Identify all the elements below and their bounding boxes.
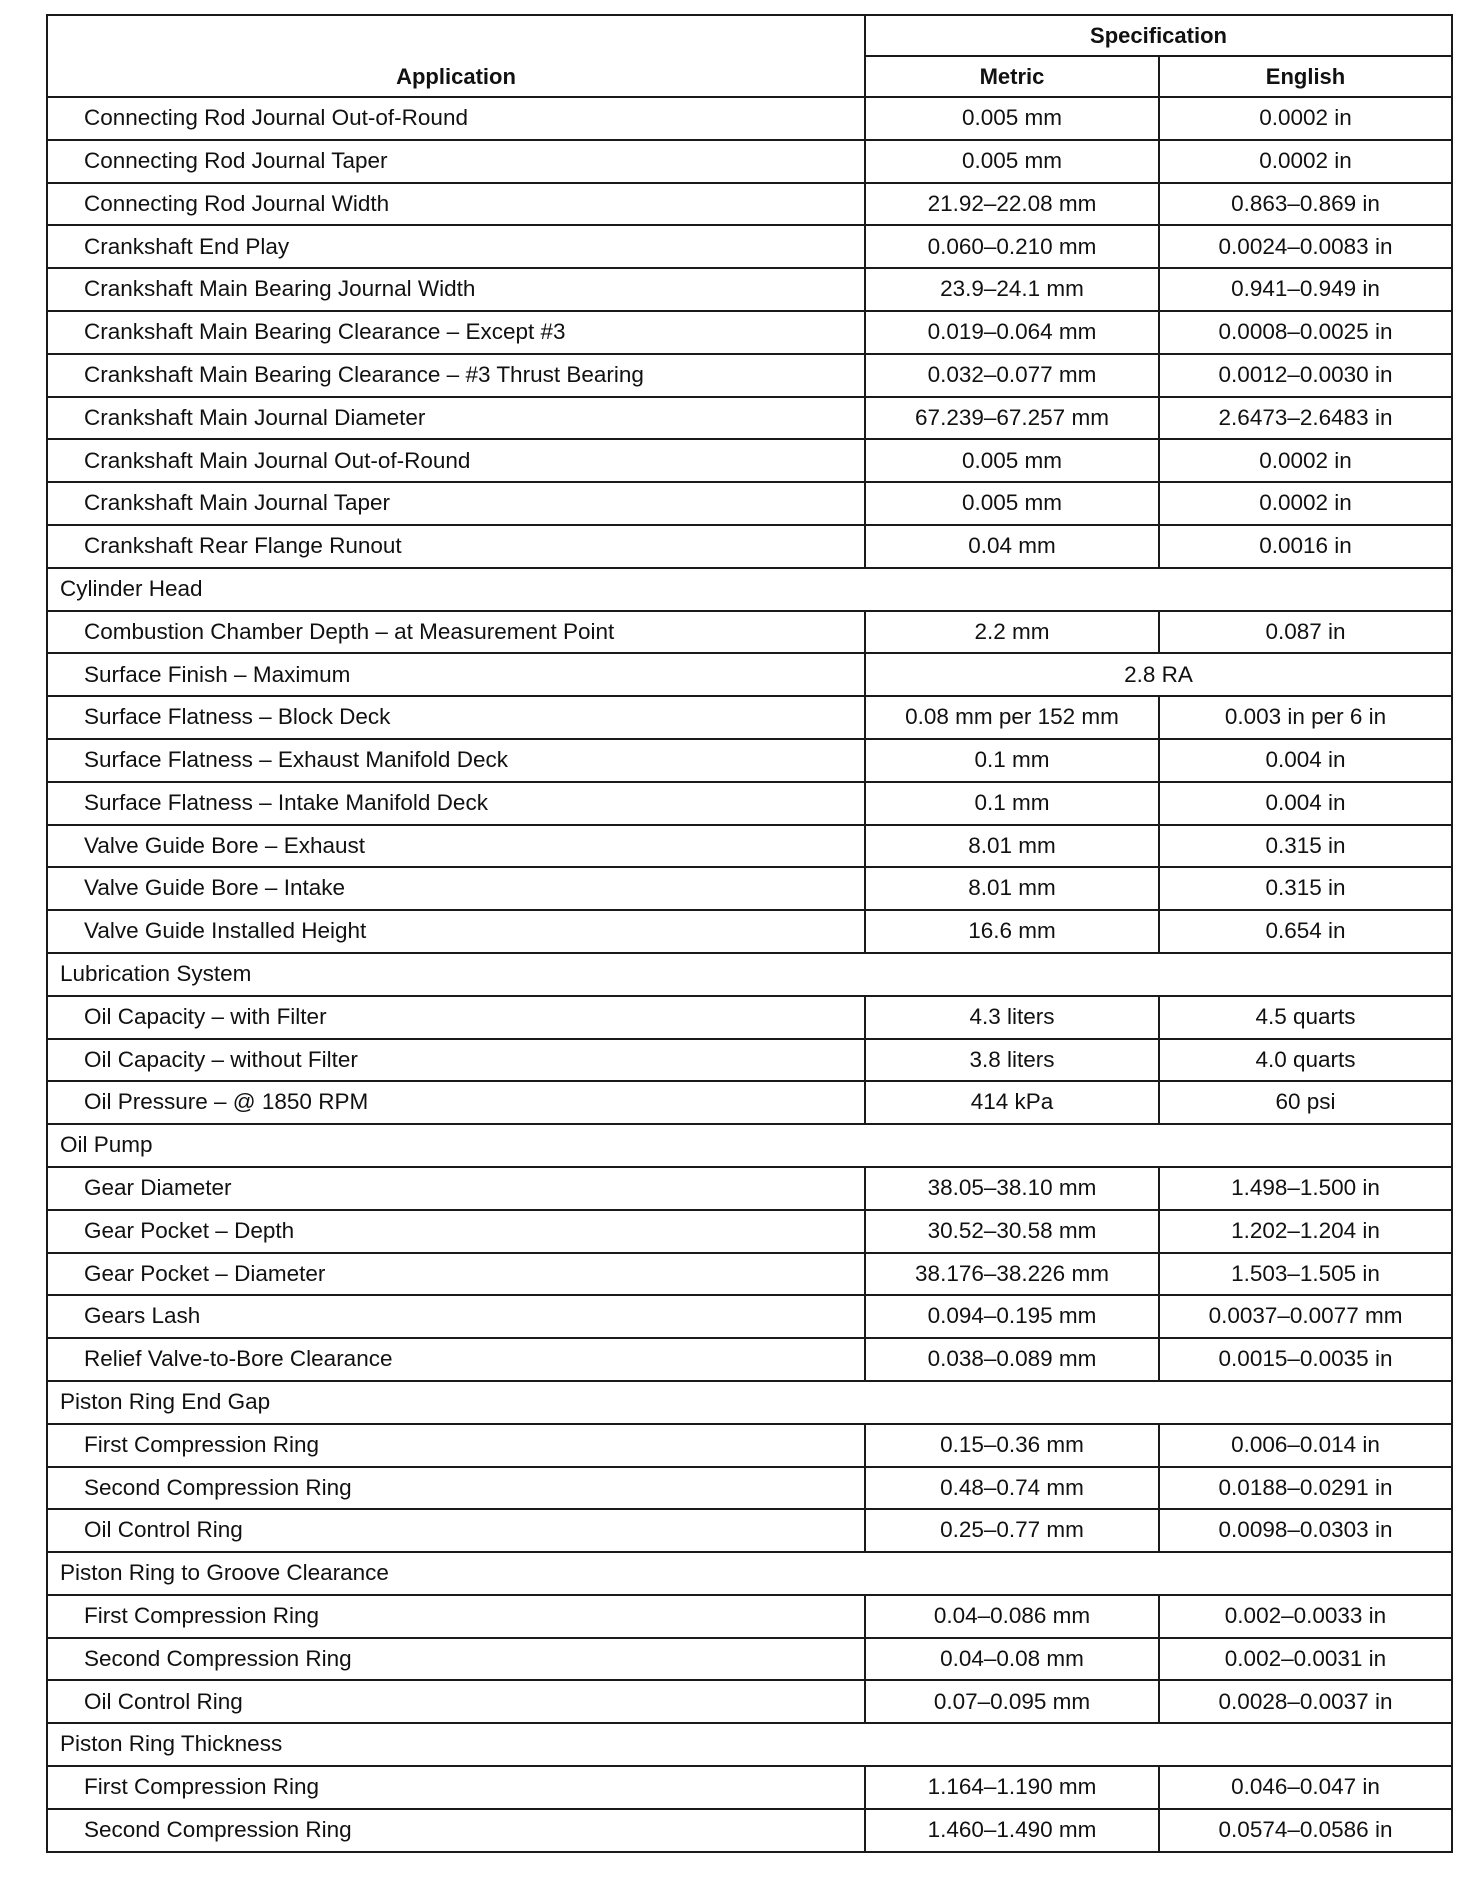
table-row: [47, 653, 1452, 696]
metric-cell: 0.032–0.077 mm: [865, 354, 1159, 397]
table-row: [47, 525, 1452, 568]
table-row: [47, 1766, 1452, 1809]
table-row: [47, 782, 1452, 825]
section-row: [47, 1552, 1452, 1595]
english-cell: 0.0037–0.0077 mm: [1159, 1295, 1452, 1338]
english-cell: 4.0 quarts: [1159, 1039, 1452, 1082]
metric-cell: 67.239–67.257 mm: [865, 397, 1159, 440]
metric-cell: 1.164–1.190 mm: [865, 1766, 1159, 1809]
metric-cell: 23.9–24.1 mm: [865, 268, 1159, 311]
table-row: [47, 1509, 1452, 1552]
english-cell: 0.0002 in: [1159, 140, 1452, 183]
table-row: [47, 1081, 1452, 1124]
section-row: [47, 1381, 1452, 1424]
application-cell: Surface Flatness – Block Deck: [47, 696, 865, 739]
application-cell: First Compression Ring: [47, 1766, 865, 1809]
section-row: [47, 953, 1452, 996]
metric-cell: 0.48–0.74 mm: [865, 1467, 1159, 1510]
english-cell: 0.941–0.949 in: [1159, 268, 1452, 311]
table-row: [47, 1638, 1452, 1681]
english-cell: 60 psi: [1159, 1081, 1452, 1124]
table-row: [47, 1424, 1452, 1467]
table-row: [47, 611, 1452, 654]
specification-table: [46, 14, 1453, 1853]
table-row: [47, 1210, 1452, 1253]
section-title: Piston Ring Thickness: [47, 1723, 1452, 1766]
application-cell: Connecting Rod Journal Width: [47, 183, 865, 226]
english-cell: 1.503–1.505 in: [1159, 1253, 1452, 1296]
english-cell: 0.0574–0.0586 in: [1159, 1809, 1452, 1852]
table-row: [47, 739, 1452, 782]
metric-cell: 0.094–0.195 mm: [865, 1295, 1159, 1338]
application-cell: Crankshaft Main Journal Out-of-Round: [47, 439, 865, 482]
table-row: [47, 97, 1452, 140]
section-title: Lubrication System: [47, 953, 1452, 996]
metric-cell: 30.52–30.58 mm: [865, 1210, 1159, 1253]
application-cell: Valve Guide Installed Height: [47, 910, 865, 953]
table-row: [47, 268, 1452, 311]
application-cell: Surface Flatness – Exhaust Manifold Deck: [47, 739, 865, 782]
table-row: [47, 696, 1452, 739]
english-cell: 0.087 in: [1159, 611, 1452, 654]
english-cell: 1.498–1.500 in: [1159, 1167, 1452, 1210]
table-row: [47, 439, 1452, 482]
application-cell: Connecting Rod Journal Taper: [47, 140, 865, 183]
application-cell: Crankshaft Main Bearing Clearance – #3 Thrust Bearing: [47, 354, 865, 397]
metric-cell: 38.05–38.10 mm: [865, 1167, 1159, 1210]
application-cell: Oil Control Ring: [47, 1509, 865, 1552]
table-row: [47, 1253, 1452, 1296]
table-row: [47, 996, 1452, 1039]
english-cell: 0.003 in per 6 in: [1159, 696, 1452, 739]
table-row: [47, 311, 1452, 354]
application-cell: Gear Pocket – Diameter: [47, 1253, 865, 1296]
english-cell: 0.002–0.0031 in: [1159, 1638, 1452, 1681]
english-cell: 1.202–1.204 in: [1159, 1210, 1452, 1253]
application-cell: Oil Pressure – @ 1850 RPM: [47, 1081, 865, 1124]
header-application: Application: [47, 15, 865, 97]
application-cell: Connecting Rod Journal Out-of-Round: [47, 97, 865, 140]
metric-cell: 0.25–0.77 mm: [865, 1509, 1159, 1552]
table-row: [47, 1595, 1452, 1638]
english-cell: 0.004 in: [1159, 739, 1452, 782]
metric-cell: 0.04–0.086 mm: [865, 1595, 1159, 1638]
application-cell: Surface Flatness – Intake Manifold Deck: [47, 782, 865, 825]
section-title: Oil Pump: [47, 1124, 1452, 1167]
section-row: [47, 1723, 1452, 1766]
combined-spec-cell: 2.8 RA: [865, 653, 1452, 696]
table-row: [47, 825, 1452, 868]
application-cell: Oil Capacity – with Filter: [47, 996, 865, 1039]
english-cell: 0.0028–0.0037 in: [1159, 1680, 1452, 1723]
table-body: [47, 97, 1452, 1852]
application-cell: Second Compression Ring: [47, 1809, 865, 1852]
table-row: [47, 1338, 1452, 1381]
english-cell: 0.0012–0.0030 in: [1159, 354, 1452, 397]
metric-cell: 0.060–0.210 mm: [865, 225, 1159, 268]
application-cell: Crankshaft Main Bearing Clearance – Except #3: [47, 311, 865, 354]
table-row: [47, 354, 1452, 397]
metric-cell: 0.005 mm: [865, 97, 1159, 140]
english-cell: 0.0008–0.0025 in: [1159, 311, 1452, 354]
application-cell: Crankshaft Rear Flange Runout: [47, 525, 865, 568]
application-cell: Combustion Chamber Depth – at Measurement Point: [47, 611, 865, 654]
english-cell: 0.004 in: [1159, 782, 1452, 825]
metric-cell: 38.176–38.226 mm: [865, 1253, 1159, 1296]
english-cell: 0.002–0.0033 in: [1159, 1595, 1452, 1638]
english-cell: 0.654 in: [1159, 910, 1452, 953]
metric-cell: 414 kPa: [865, 1081, 1159, 1124]
table-row: [47, 225, 1452, 268]
application-cell: Crankshaft Main Journal Diameter: [47, 397, 865, 440]
metric-cell: 8.01 mm: [865, 867, 1159, 910]
application-cell: Valve Guide Bore – Intake: [47, 867, 865, 910]
section-row: [47, 1124, 1452, 1167]
application-cell: Oil Capacity – without Filter: [47, 1039, 865, 1082]
metric-cell: 8.01 mm: [865, 825, 1159, 868]
metric-cell: 4.3 liters: [865, 996, 1159, 1039]
metric-cell: 2.2 mm: [865, 611, 1159, 654]
header-row-top: [47, 15, 1452, 56]
english-cell: 2.6473–2.6483 in: [1159, 397, 1452, 440]
application-cell: Valve Guide Bore – Exhaust: [47, 825, 865, 868]
table-row: [47, 1167, 1452, 1210]
section-title: Piston Ring to Groove Clearance: [47, 1552, 1452, 1595]
table-row: [47, 1467, 1452, 1510]
english-cell: 4.5 quarts: [1159, 996, 1452, 1039]
metric-cell: 0.04–0.08 mm: [865, 1638, 1159, 1681]
metric-cell: 0.005 mm: [865, 140, 1159, 183]
application-cell: First Compression Ring: [47, 1424, 865, 1467]
metric-cell: 0.038–0.089 mm: [865, 1338, 1159, 1381]
application-cell: Surface Finish – Maximum: [47, 653, 865, 696]
english-cell: 0.046–0.047 in: [1159, 1766, 1452, 1809]
english-cell: 0.006–0.014 in: [1159, 1424, 1452, 1467]
english-cell: 0.0002 in: [1159, 439, 1452, 482]
english-cell: 0.0016 in: [1159, 525, 1452, 568]
metric-cell: 0.1 mm: [865, 739, 1159, 782]
english-cell: 0.0002 in: [1159, 97, 1452, 140]
header-metric: Metric: [865, 56, 1159, 97]
metric-cell: 0.04 mm: [865, 525, 1159, 568]
metric-cell: 0.019–0.064 mm: [865, 311, 1159, 354]
application-cell: Crankshaft Main Bearing Journal Width: [47, 268, 865, 311]
table-row: [47, 482, 1452, 525]
section-title: Piston Ring End Gap: [47, 1381, 1452, 1424]
header-specification: Specification: [865, 15, 1452, 56]
metric-cell: 3.8 liters: [865, 1039, 1159, 1082]
english-cell: 0.0188–0.0291 in: [1159, 1467, 1452, 1510]
section-row: [47, 568, 1452, 611]
table-row: [47, 140, 1452, 183]
metric-cell: 0.07–0.095 mm: [865, 1680, 1159, 1723]
application-cell: Second Compression Ring: [47, 1638, 865, 1681]
application-cell: Second Compression Ring: [47, 1467, 865, 1510]
english-cell: 0.0098–0.0303 in: [1159, 1509, 1452, 1552]
table-row: [47, 1295, 1452, 1338]
application-cell: Gears Lash: [47, 1295, 865, 1338]
metric-cell: 1.460–1.490 mm: [865, 1809, 1159, 1852]
english-cell: 0.0024–0.0083 in: [1159, 225, 1452, 268]
english-cell: 0.0002 in: [1159, 482, 1452, 525]
application-cell: Oil Control Ring: [47, 1680, 865, 1723]
application-cell: Crankshaft Main Journal Taper: [47, 482, 865, 525]
table-header: [47, 15, 1452, 97]
table-row: [47, 183, 1452, 226]
metric-cell: 21.92–22.08 mm: [865, 183, 1159, 226]
table-row: [47, 397, 1452, 440]
application-cell: Gear Diameter: [47, 1167, 865, 1210]
metric-cell: 0.1 mm: [865, 782, 1159, 825]
metric-cell: 0.08 mm per 152 mm: [865, 696, 1159, 739]
application-cell: Relief Valve-to-Bore Clearance: [47, 1338, 865, 1381]
english-cell: 0.0015–0.0035 in: [1159, 1338, 1452, 1381]
metric-cell: 16.6 mm: [865, 910, 1159, 953]
application-cell: Crankshaft End Play: [47, 225, 865, 268]
table-row: [47, 1039, 1452, 1082]
metric-cell: 0.005 mm: [865, 439, 1159, 482]
table-row: [47, 1680, 1452, 1723]
table-row: [47, 910, 1452, 953]
section-title: Cylinder Head: [47, 568, 1452, 611]
english-cell: 0.863–0.869 in: [1159, 183, 1452, 226]
english-cell: 0.315 in: [1159, 867, 1452, 910]
application-cell: Gear Pocket – Depth: [47, 1210, 865, 1253]
table-row: [47, 867, 1452, 910]
metric-cell: 0.005 mm: [865, 482, 1159, 525]
english-cell: 0.315 in: [1159, 825, 1452, 868]
table-row: [47, 1809, 1452, 1852]
metric-cell: 0.15–0.36 mm: [865, 1424, 1159, 1467]
application-cell: First Compression Ring: [47, 1595, 865, 1638]
header-english: English: [1159, 56, 1452, 97]
